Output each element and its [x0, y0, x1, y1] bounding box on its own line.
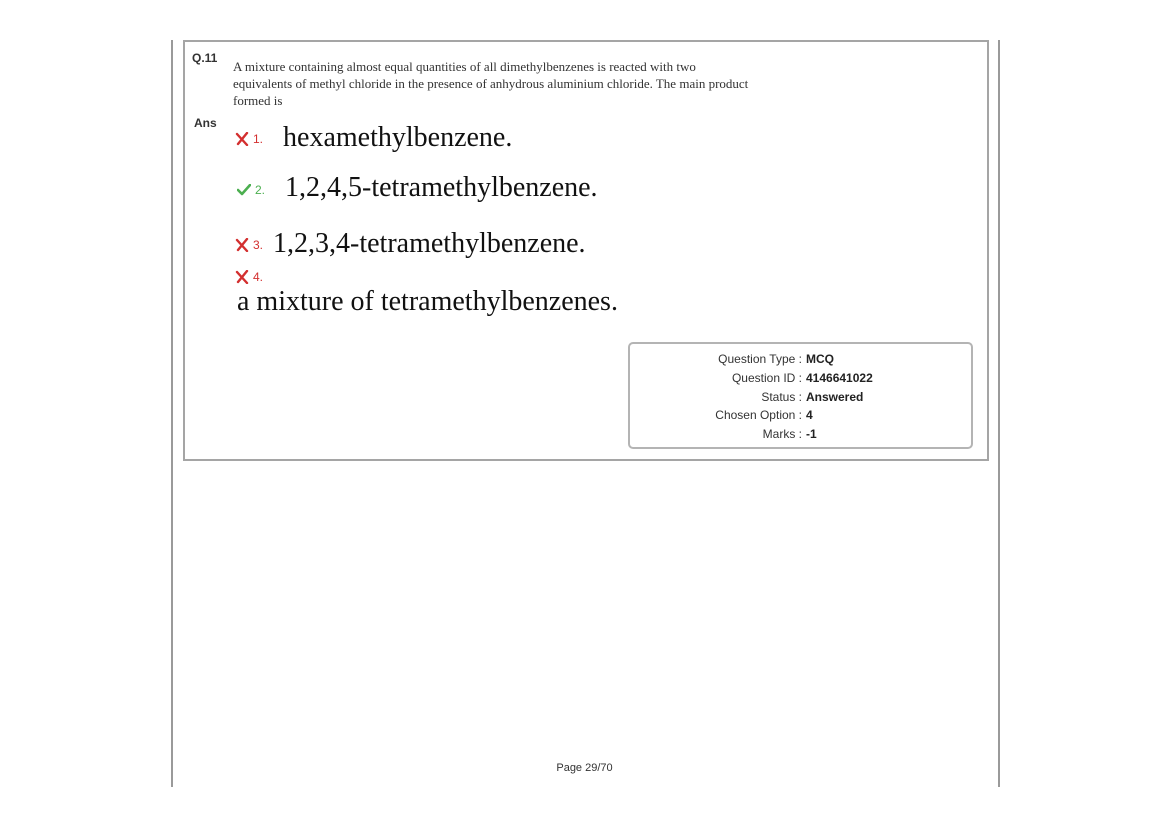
status-value: Answered [806, 390, 864, 404]
info-row-chosen-option [630, 408, 971, 423]
info-row-question-type [630, 352, 971, 367]
option-1 [235, 122, 512, 154]
info-label: Marks : [762, 427, 802, 441]
option-text: a mixture of tetramethylbenzenes. [237, 286, 618, 317]
cross-icon [235, 238, 249, 252]
info-label: Question ID : [731, 371, 802, 385]
question-info-box [628, 342, 973, 449]
option-number: 1. [253, 132, 264, 146]
option-3 [235, 228, 586, 260]
cross-icon [235, 132, 249, 146]
info-label: Chosen Option : [715, 408, 802, 422]
info-row-question-id [630, 371, 971, 386]
option-number: 2. [255, 183, 266, 197]
question-type-value: MCQ [806, 352, 834, 366]
info-label: Question Type : [718, 352, 802, 366]
option-marker [235, 132, 263, 146]
cross-icon [235, 270, 249, 284]
option-marker [235, 238, 263, 252]
option-2 [237, 172, 598, 204]
question-number: Q.11 [192, 51, 218, 65]
question-text: A mixture containing almost equal quantities of all dimethylbenzenes is reacted with two equivalents of methyl chloride in the presence of anhydrous aluminium chloride. The main product formed is [233, 59, 749, 108]
question-id-value: 4146641022 [806, 371, 873, 385]
option-4 [235, 270, 618, 318]
option-number: 3. [253, 238, 264, 252]
option-text: 1,2,4,5-tetramethylbenzene. [285, 172, 598, 203]
info-label: Status : [761, 390, 802, 404]
option-marker [235, 270, 263, 284]
question-panel [183, 40, 989, 461]
info-row-marks [630, 427, 971, 442]
answer-label: Ans [194, 116, 217, 130]
marks-value: -1 [806, 427, 817, 441]
chosen-option-value: 4 [806, 408, 813, 422]
checkmark-icon [237, 184, 251, 196]
option-text: hexamethylbenzene. [283, 122, 513, 153]
info-row-status [630, 390, 971, 405]
option-number: 4. [253, 270, 264, 284]
option-text: 1,2,3,4-tetramethylbenzene. [273, 228, 586, 259]
option-marker [237, 183, 265, 197]
page-number: Page 29/70 [556, 762, 613, 774]
left-border-rule [171, 40, 173, 787]
right-border-rule [998, 40, 1000, 787]
